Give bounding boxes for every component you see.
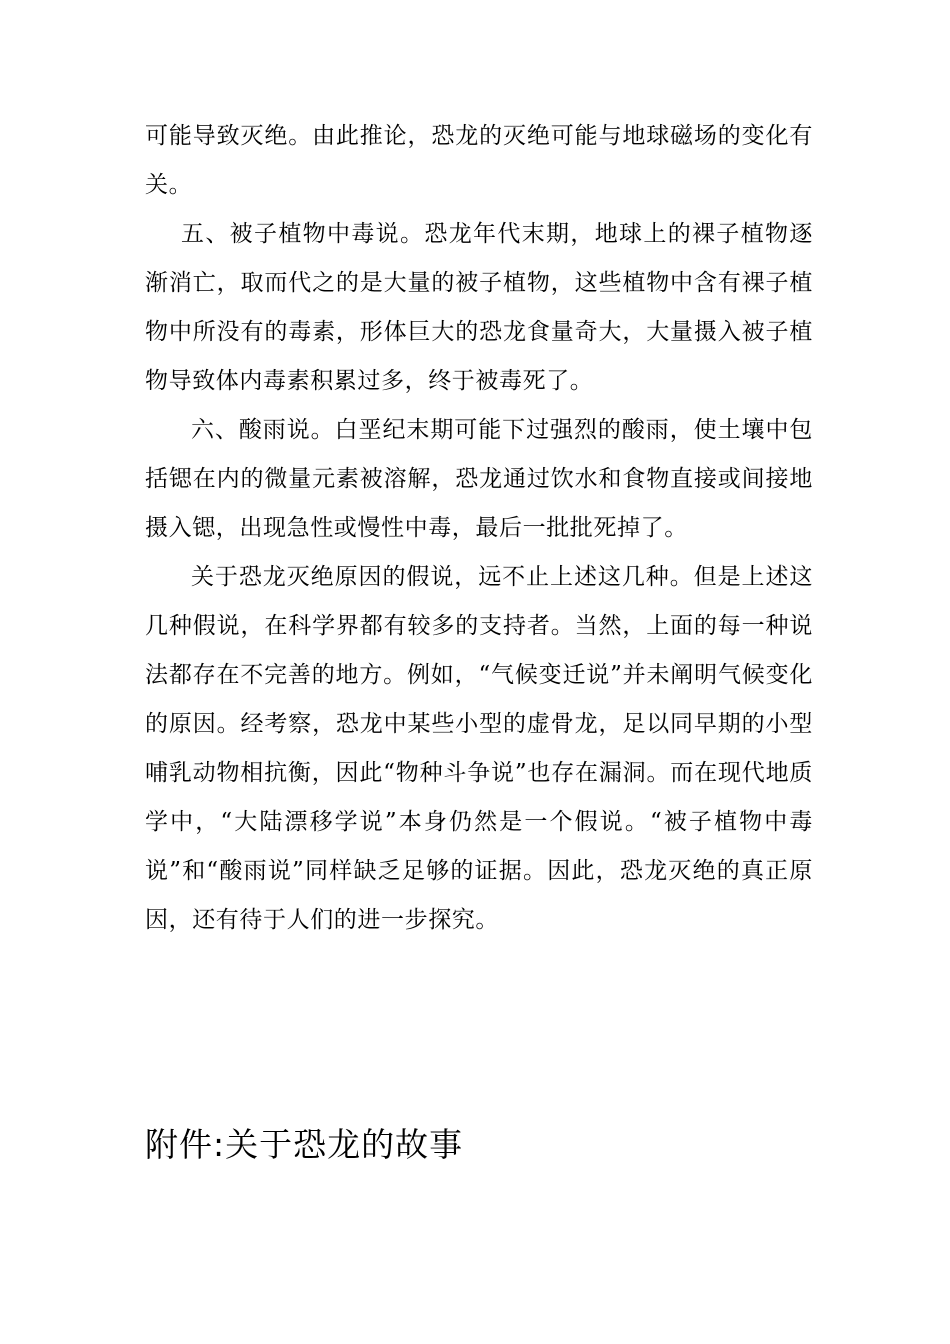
- document-body: [145, 112, 813, 945]
- paragraph-acid-rain: 六、酸雨说。白垩纪末期可能下过强烈的酸雨，使土壤中包括锶在内的微量元素被溶解，恐龙通过饮水和食物直接或间接地摄入锶，出现急性或慢性中毒，最后一批批死掉了。: [145, 417, 813, 541]
- paragraph-magnetic-field-conclusion: 可能导致灭绝。由此推论，恐龙的灭绝可能与地球磁场的变化有关。: [145, 123, 813, 198]
- attachment-heading: 附件:关于恐龙的故事: [145, 1125, 464, 1164]
- paragraph-hypotheses-summary: 关于恐龙灭绝原因的假说，远不止上述这几种。但是上述这几种假说，在科学界都有较多的支持者。当然，上面的每一种说法都存在不完善的地方。例如，“气候变迁说”并未阐明气候变化的原因。经考察，恐龙中某些小型的虚骨龙，足以同早期的小型哺乳动物相抗衡，因此“物种斗争说”也存在漏洞。而在现代地质学中，“大陆漂移学说”本身仍然是一个假说。“被子植物中毒说”和“酸雨说”同样缺乏足够的证据。因此，恐龙灭绝的真正原因，还有待于人们的进一步探究。: [145, 564, 813, 933]
- paragraph-angiosperm-poisoning: 五、被子植物中毒说。恐龙年代末期，地球上的裸子植物逐渐消亡，取而代之的是大量的被子植物，这些植物中含有裸子植物中所没有的毒素，形体巨大的恐龙食量奇大，大量摄入被子植物导致体内毒素积累过多，终于被毒死了。: [145, 221, 813, 394]
